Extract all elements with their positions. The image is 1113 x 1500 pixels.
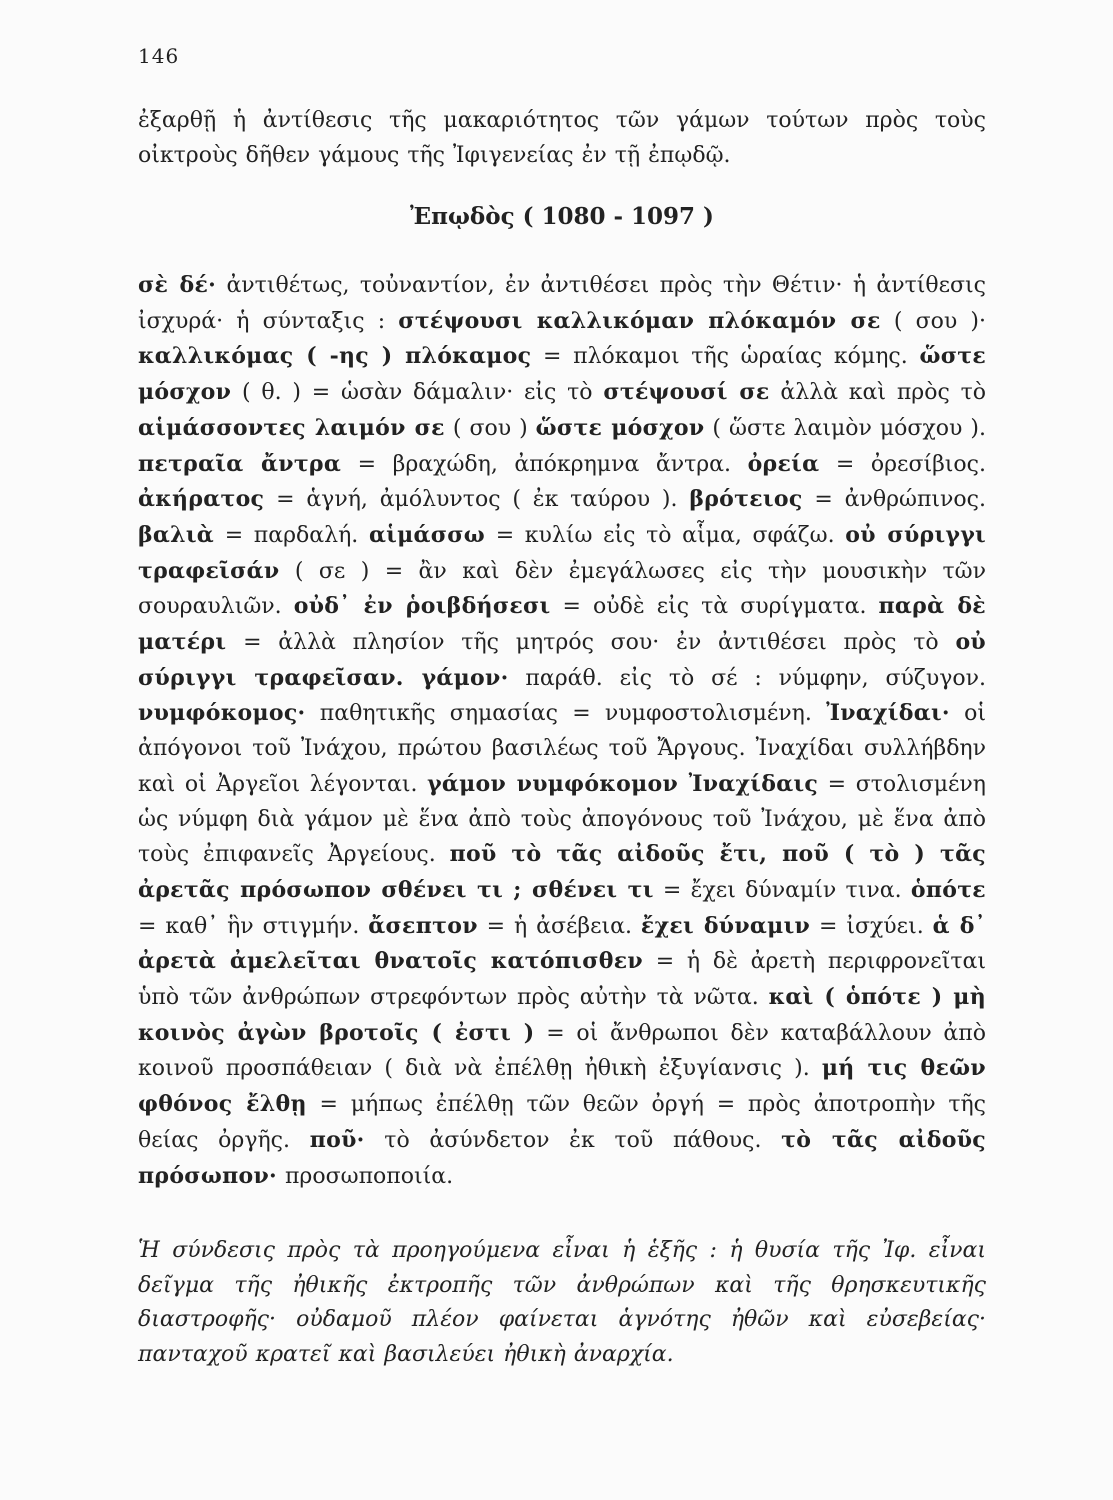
lemma-bold: πετραῖα ἄντρα	[138, 450, 342, 477]
lemma-bold: αἱμάσσω	[368, 521, 486, 548]
section-heading: Ἐπῳδὸς ( 1080 - 1097 )	[410, 203, 714, 230]
lemma-bold: καλλικόμας ( -ης ) πλόκαμος	[138, 343, 532, 370]
gloss-text: = οἱ ἄνθρωποι δὲν καταβάλλουν ἀπὸ κοινοῦ προσπάθειαν ( διὰ νὰ ἐπέλθῃ ἠθικὴ ἐξυγίανσις ).	[138, 1020, 986, 1082]
gloss-text: = ἀνθρώπινος.	[802, 487, 986, 513]
lemma-bold: ἔχει δύναμιν	[640, 912, 811, 939]
lemma-bold: Ἰναχίδαι·	[826, 700, 950, 727]
lemma-bold: ἁ δ᾽ ἀρετὰ ἀμελεῖται θνατοῖς κατόπισθεν	[138, 912, 986, 975]
gloss-text: ( σε ) = ἂν καὶ δὲν ἐμεγάλωσες εἰς τὴν μουσικὴν τῶν σουραυλιῶν.	[138, 558, 986, 620]
lemma-bold: νυμφόκομος·	[138, 700, 306, 727]
lemma-bold: στέψουσί σε	[603, 379, 770, 406]
gloss-text: = βραχώδη, ἀπόκρημνα ἄντρα.	[341, 451, 748, 477]
lemma-bold: παρὰ δὲ ματέρι	[138, 593, 986, 656]
gloss-text: ( σου )·	[880, 308, 986, 334]
gloss-text: τὸ ἀσύνδετον ἐκ τοῦ πάθους.	[364, 1127, 782, 1153]
gloss-text: = παρδαλή.	[214, 522, 369, 548]
summary-block	[138, 1234, 986, 1373]
gloss-text: = πλόκαμοι τῆς ὡραίας κόμης.	[531, 344, 920, 370]
commentary-paragraph	[138, 268, 986, 1194]
lemma-bold: ὥστε μόσχον	[535, 414, 705, 441]
gloss-text: = ἡ ἀσέβεια.	[477, 913, 641, 939]
gloss-text: = ἁγνή, ἀμόλυντος ( ἐκ ταύρου ).	[264, 487, 690, 513]
gloss-text: = οὐδὲ εἰς τὰ συρίγματα.	[550, 594, 879, 620]
lemma-bold: οὐδ᾽ ἐν ῥοιβδήσεσι	[293, 593, 551, 620]
summary-paragraph: Ἡ σύνδεσις πρὸς τὰ προηγούμενα εἶναι ἡ ἑξῆς : ἡ θυσία τῆς Ἰφ. εἶναι δεῖγμα τῆς ἠθικῆς ἐκτροπῆς τῶν ἀνθρώπων καὶ τῆς θρησκευτικῆς διαστροφῆς· οὐδαμοῦ πλέον φαίνεται ἁγνότης ἠθῶν καὶ εὐσεβείας· πανταχοῦ κρατεῖ καὶ βασιλεύει ἠθικὴ ἀναρχία.	[138, 1238, 986, 1368]
gloss-text: παθητικῆς σημασίας = νυμφοστολισμένη.	[305, 701, 827, 727]
lemma-bold: γάμον νυμφόκομον Ἰναχίδαις	[427, 770, 819, 797]
lemma-bold: βρότειος	[689, 486, 803, 513]
gloss-text: παράθ. εἰς τὸ σέ : νύμφην, σύζυγον.	[508, 665, 986, 691]
gloss-text: ἀντιθέτως, τοὐναντίον, ἐν ἀντιθέσει πρὸς τὴν Θέτιν· ἡ ἀντίθεσις ἰσχυρά· ἡ σύνταξις :	[138, 273, 987, 334]
gloss-text: ( σου )	[444, 415, 536, 441]
lemma-bold: ὀρεία	[747, 450, 820, 477]
gloss-text: = κυλίω εἰς τὸ αἷμα, σφάζω.	[485, 522, 846, 548]
page-number: 146	[138, 44, 180, 68]
lemma-bold: οὐ σύριγγι τραφεῖσάν	[138, 521, 986, 584]
gloss-text: ἀλλὰ καὶ πρὸς τὸ	[769, 380, 987, 406]
intro-paragraph	[138, 104, 986, 173]
lemma-bold: μή τις θεῶν φθόνος ἔλθῃ	[138, 1055, 986, 1118]
gloss-text: = ἀλλὰ πλησίον τῆς μητρός σου· ἐν ἀντιθέσει πρὸς τὸ	[226, 630, 956, 656]
lemma-bold: τὸ τᾶς αἰδοῦς πρόσωπον·	[138, 1126, 986, 1189]
lemma-bold: αἱμάσσοντες λαιμόν σε	[138, 414, 445, 441]
gloss-text: = ἔχει δύναμίν τινα.	[653, 877, 911, 903]
gloss-text: προσωποποιία.	[276, 1163, 454, 1189]
lemma-bold: ὁπότε	[910, 876, 986, 903]
lemma-bold: ἄσεπτον	[368, 912, 478, 939]
commentary-block	[138, 268, 986, 1194]
lemma-bold: βαλιὰ	[138, 521, 215, 548]
gloss-text: οἱ ἀπόγονοι τοῦ Ἰνάχου, πρώτου βασιλέως τοῦ Ἄργους. Ἰναχίδαι συλλήβδην καὶ οἱ Ἀργεῖοι λέγονται.	[138, 701, 986, 797]
lemma-bold: στέψουσι καλλικόμαν πλόκαμόν σε	[398, 307, 881, 334]
lemma-bold: ὥστε μόσχον	[138, 343, 986, 406]
gloss-text: ( θ. ) = ὡσὰν δάμαλιν· εἰς τὸ	[231, 380, 604, 406]
gloss-text: = καθ᾽ ἣν στιγμήν.	[138, 913, 369, 939]
lemma-bold: ποῦ τὸ τᾶς αἰδοῦς ἔτι, ποῦ ( τὸ ) τᾶς ἀρετᾶς πρόσωπον σθένει τι ; σθένει τι	[138, 841, 986, 903]
lemma-bold: ποῦ·	[309, 1126, 365, 1153]
lemma-bold: σὲ δέ·	[138, 272, 217, 298]
lemma-bold: ἀκήρατος	[138, 486, 265, 513]
gloss-text: = ὀρεσίβιος.	[819, 451, 986, 477]
lemma-bold: καὶ ( ὁπότε ) μὴ κοινὸς ἀγὼν βροτοῖς ( ἐστι )	[138, 984, 987, 1046]
lemma-bold: οὐ σύριγγι τραφεῖσαν. γάμον·	[138, 629, 986, 691]
gloss-text: = στολισμένη ὡς νύμφη διὰ γάμον μὲ ἕνα ἀπὸ τοὺς ἀπογόνους τοῦ Ἰνάχου, μὲ ἕνα ἀπὸ τοὺς ἐπιφανεῖς Ἀργείους.	[138, 771, 986, 868]
gloss-text: ( ὥστε λαιμὸν μόσχου ).	[704, 415, 986, 441]
gloss-text: = ἰσχύει.	[810, 913, 933, 939]
intro-text: ἐξαρθῇ ἡ ἀντίθεσις τῆς μακαριότητος τῶν γάμων τούτων πρὸς τοὺς οἰκτροὺς δῆθεν γάμους τῆς Ἰφιγενείας ἐν τῇ ἐπῳδῷ.	[138, 108, 986, 168]
gloss-text: = μήπως ἐπέλθῃ τῶν θεῶν ὀργή = πρὸς ἀποτροπὴν τῆς θείας ὀργῆς.	[138, 1092, 986, 1153]
gloss-text: = ἡ δὲ ἀρετὴ περιφρονεῖται ὑπὸ τῶν ἀνθρώπων στρεφόντων πρὸς αὐτὴν τὰ νῶτα.	[138, 949, 986, 1011]
